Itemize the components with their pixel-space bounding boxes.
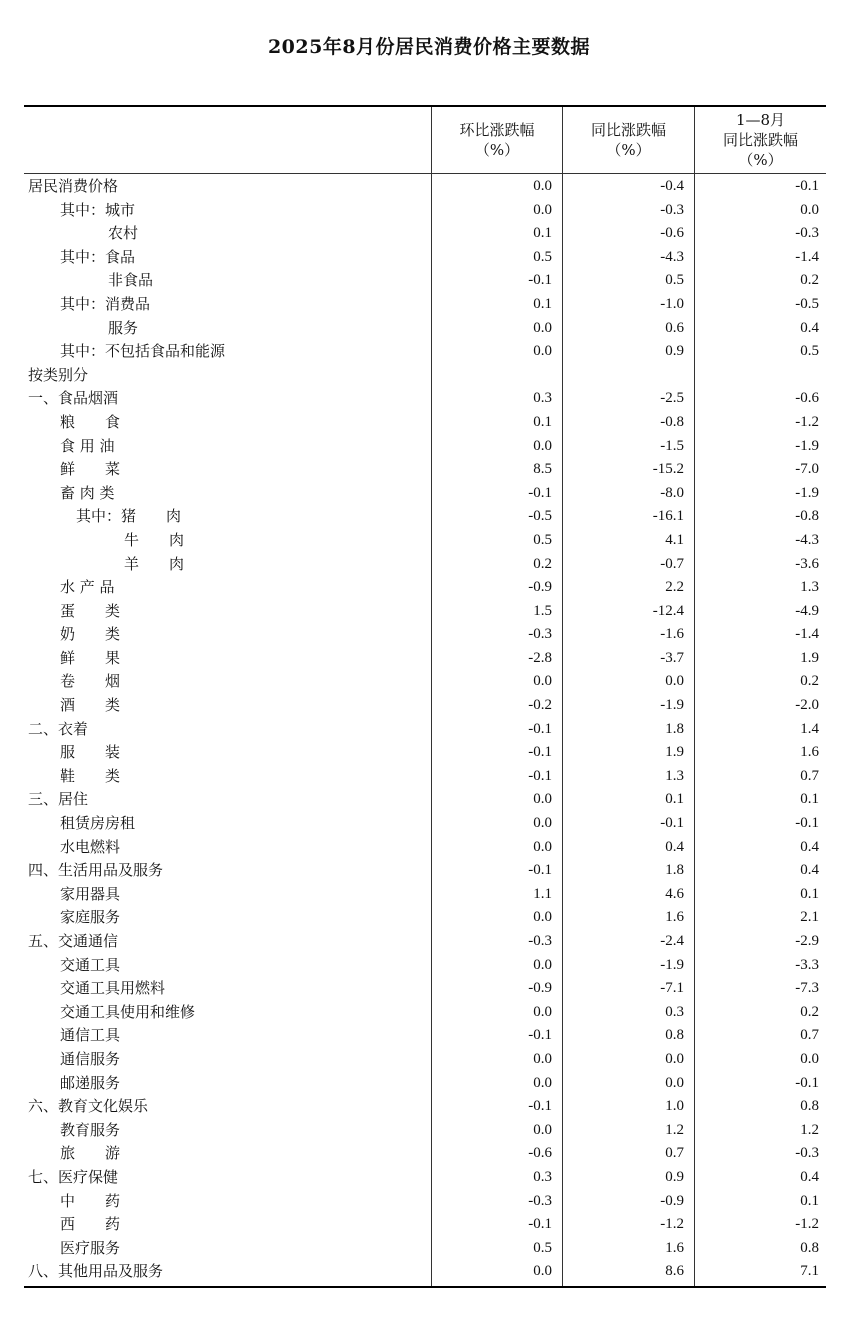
- cell-yoy: -12.4: [652, 602, 684, 619]
- cell-yoy: -0.6: [660, 225, 684, 242]
- row-label: 中 药: [60, 1191, 121, 1210]
- cell-yoy: 1.9: [665, 744, 684, 761]
- cell-ytd: -0.3: [795, 1145, 819, 1162]
- cell-yoy: -7.1: [660, 980, 684, 997]
- cell-mom: 0.0: [533, 956, 552, 973]
- cell-yoy: -1.9: [660, 697, 684, 714]
- cell-mom: 0.0: [533, 319, 552, 336]
- row-label: 医疗服务: [60, 1238, 121, 1257]
- table-row: [24, 387, 826, 411]
- table-row: [24, 482, 826, 506]
- cell-mom: 0.2: [533, 555, 552, 572]
- cell-yoy: -1.2: [660, 1216, 684, 1233]
- table-row: [24, 529, 826, 553]
- header-yoy-line1: 同比涨跌幅: [590, 121, 666, 139]
- row-label: 四、生活用品及服务: [28, 861, 164, 880]
- row-label: 五、交通通信: [28, 932, 119, 950]
- row-label: 其中：食品: [60, 247, 136, 266]
- table-row: [24, 364, 826, 388]
- table-row: [24, 977, 826, 1001]
- cell-yoy: -1.5: [660, 437, 684, 454]
- table-row: [24, 1237, 826, 1261]
- row-label: 交通工具: [60, 955, 121, 974]
- row-label: 家用器具: [60, 884, 121, 903]
- row-label: 鲜 菜: [60, 460, 121, 479]
- table-row: [24, 1213, 826, 1237]
- cell-ytd: -1.4: [795, 626, 819, 643]
- table-row: [24, 788, 826, 812]
- row-label: 邮递服务: [60, 1073, 121, 1092]
- cell-yoy: 4.6: [665, 885, 684, 902]
- row-label: 租赁房房租: [60, 814, 136, 833]
- row-label: 其中：城市: [60, 200, 136, 219]
- table-row: [24, 435, 826, 459]
- row-label: 西 药: [60, 1215, 121, 1234]
- table-row: [24, 812, 826, 836]
- cell-ytd: 0.4: [800, 862, 819, 879]
- cell-mom: -0.9: [528, 980, 552, 997]
- table-row: [24, 694, 826, 718]
- row-label: 水电燃料: [60, 837, 121, 856]
- cell-mom: 0.1: [533, 295, 552, 312]
- row-label: 其中：不包括食品和能源: [60, 342, 226, 361]
- row-label: 通信工具: [60, 1026, 121, 1045]
- header-ytd: [695, 107, 826, 173]
- table-row: [24, 505, 826, 529]
- cell-ytd: -3.6: [795, 555, 819, 572]
- row-label: 奶 类: [60, 625, 121, 644]
- table-body: [24, 174, 826, 1286]
- cell-mom: -0.9: [528, 579, 552, 596]
- cell-yoy: -16.1: [652, 508, 684, 525]
- cell-mom: 0.0: [533, 1074, 552, 1091]
- cell-mom: -0.1: [528, 862, 552, 879]
- cell-mom: 0.0: [533, 1050, 552, 1067]
- table-row: [24, 1024, 826, 1048]
- cell-ytd: 0.7: [800, 767, 819, 784]
- table-row: [24, 647, 826, 671]
- header-ytd-line2: 同比涨跌幅: [722, 131, 798, 149]
- cell-ytd: 0.2: [800, 1003, 819, 1020]
- table-row: [24, 317, 826, 341]
- cell-ytd: -7.0: [795, 461, 819, 478]
- cell-yoy: 0.0: [665, 1074, 684, 1091]
- cell-ytd: -2.0: [795, 697, 819, 714]
- cell-ytd: 1.9: [800, 649, 819, 666]
- cell-mom: 0.0: [533, 791, 552, 808]
- table-row: [24, 765, 826, 789]
- row-label: 服 装: [60, 743, 121, 762]
- table-row: [24, 1095, 826, 1119]
- cell-ytd: 7.1: [800, 1263, 819, 1280]
- cell-yoy: -4.3: [660, 248, 684, 265]
- cell-mom: -0.1: [528, 744, 552, 761]
- row-label: 非食品: [108, 271, 154, 290]
- cell-ytd: -3.3: [795, 956, 819, 973]
- cell-yoy: -0.3: [660, 201, 684, 218]
- cell-ytd: 0.1: [800, 1192, 819, 1209]
- table-row: [24, 553, 826, 577]
- cell-yoy: 0.8: [665, 1027, 684, 1044]
- cell-ytd: 0.8: [800, 1239, 819, 1256]
- row-label: 水 产 品: [60, 578, 115, 597]
- table-row: [24, 1190, 826, 1214]
- row-label: 家庭服务: [60, 908, 121, 927]
- cell-ytd: 0.8: [800, 1098, 819, 1115]
- table-row: [24, 199, 826, 223]
- cell-mom: 0.5: [533, 531, 552, 548]
- cell-ytd: -0.1: [795, 1074, 819, 1091]
- table-row: [24, 293, 826, 317]
- row-label: 旅 游: [60, 1144, 121, 1163]
- row-label: 教育服务: [60, 1120, 121, 1139]
- cell-yoy: 1.2: [665, 1121, 684, 1138]
- cell-mom: 0.0: [533, 909, 552, 926]
- table-header: [24, 107, 826, 174]
- table-row: [24, 340, 826, 364]
- row-label: 鞋 类: [60, 766, 121, 785]
- table-row: [24, 836, 826, 860]
- table-row: [24, 246, 826, 270]
- cell-mom: 0.5: [533, 1239, 552, 1256]
- cell-mom: 8.5: [533, 461, 552, 478]
- cell-mom: 1.5: [533, 602, 552, 619]
- table-row: [24, 883, 826, 907]
- row-label: 酒 类: [60, 696, 121, 715]
- cell-yoy: -0.1: [660, 815, 684, 832]
- cell-mom: 0.0: [533, 838, 552, 855]
- cell-ytd: -1.4: [795, 248, 819, 265]
- table-row: [24, 1048, 826, 1072]
- table-row: [24, 1119, 826, 1143]
- table-row: [24, 623, 826, 647]
- row-label: 牛 肉: [124, 530, 185, 549]
- cell-mom: 0.1: [533, 413, 552, 430]
- row-label: 食 用 油: [60, 436, 115, 455]
- cell-mom: -0.3: [528, 1192, 552, 1209]
- cell-mom: -0.3: [528, 933, 552, 949]
- cell-yoy: 0.1: [665, 791, 684, 808]
- table-row: [24, 741, 826, 765]
- cell-mom: 0.0: [533, 178, 552, 194]
- table-row: [24, 1260, 826, 1284]
- cell-mom: -0.1: [528, 720, 552, 737]
- table-row: [24, 930, 826, 954]
- cell-mom: 0.1: [533, 225, 552, 242]
- cell-mom: 0.0: [533, 815, 552, 832]
- table-row: [24, 859, 826, 883]
- cell-ytd: -4.9: [795, 602, 819, 619]
- row-label: 按类别分: [28, 365, 89, 384]
- table-row: [24, 1166, 826, 1190]
- cell-ytd: 0.4: [800, 1168, 819, 1185]
- cell-yoy: 1.8: [665, 862, 684, 879]
- cell-ytd: 0.7: [800, 1027, 819, 1044]
- row-label: 其中：消费品: [60, 294, 151, 313]
- cell-mom: -0.1: [528, 1027, 552, 1044]
- cell-mom: 0.0: [533, 437, 552, 454]
- cell-ytd: 1.3: [800, 579, 819, 596]
- row-label: 居民消费价格: [28, 177, 119, 195]
- cell-yoy: -15.2: [652, 461, 684, 478]
- header-ytd-line3: （%）: [738, 151, 783, 169]
- table-row: [24, 718, 826, 742]
- row-label: 三、居住: [28, 790, 89, 809]
- cell-ytd: -0.5: [795, 295, 819, 312]
- cell-mom: -0.1: [528, 484, 552, 501]
- table-row: [24, 906, 826, 930]
- header-mom-line2: （%）: [474, 141, 520, 159]
- table-row: [24, 1001, 826, 1025]
- cell-ytd: -0.1: [795, 815, 819, 832]
- cell-ytd: 1.2: [800, 1121, 819, 1138]
- cell-yoy: -0.8: [660, 413, 684, 430]
- cell-ytd: -1.2: [795, 413, 819, 430]
- cell-ytd: -4.3: [795, 531, 819, 548]
- header-mom-line1: 环比涨跌幅: [459, 121, 535, 139]
- cell-yoy: 2.2: [665, 579, 684, 596]
- cell-yoy: -8.0: [660, 484, 684, 501]
- cell-mom: -0.1: [528, 1216, 552, 1233]
- cell-mom: -0.3: [528, 626, 552, 643]
- cell-mom: 0.5: [533, 248, 552, 265]
- cell-ytd: -0.1: [795, 178, 819, 194]
- cell-yoy: 0.3: [665, 1003, 684, 1020]
- table-row: [24, 1142, 826, 1166]
- table-row: [24, 411, 826, 435]
- cell-ytd: 0.2: [800, 272, 819, 289]
- row-label: 畜 肉 类: [60, 483, 115, 502]
- row-label: 卷 烟: [60, 672, 121, 691]
- cell-yoy: 0.6: [665, 319, 684, 336]
- cell-yoy: 4.1: [665, 531, 684, 548]
- row-label: 八、其他用品及服务: [28, 1262, 164, 1281]
- cell-yoy: -0.4: [660, 178, 684, 194]
- cell-mom: 0.0: [533, 343, 552, 360]
- row-label: 羊 肉: [124, 554, 185, 573]
- row-label: 六、教育文化娱乐: [28, 1097, 149, 1116]
- cell-mom: 0.0: [533, 673, 552, 690]
- row-label: 七、医疗保健: [28, 1167, 119, 1186]
- cell-yoy: 0.5: [665, 272, 684, 289]
- cell-ytd: -1.2: [795, 1216, 819, 1233]
- cell-ytd: 0.2: [800, 673, 819, 690]
- cell-mom: 0.3: [533, 390, 552, 407]
- cell-yoy: 1.8: [665, 720, 684, 737]
- cell-ytd: -7.3: [795, 980, 819, 997]
- cell-mom: 0.0: [533, 1121, 552, 1138]
- row-label: 交通工具用燃料: [60, 979, 166, 998]
- cell-yoy: -2.5: [660, 390, 684, 407]
- cell-mom: 0.0: [533, 1263, 552, 1280]
- cell-yoy: -2.4: [660, 933, 684, 949]
- table-row: [24, 576, 826, 600]
- row-label: 鲜 果: [60, 648, 121, 667]
- cell-yoy: -0.7: [660, 555, 684, 572]
- cell-ytd: -0.3: [795, 225, 819, 242]
- row-label: 服务: [108, 318, 139, 337]
- cell-ytd: -0.8: [795, 508, 819, 525]
- table-row: [24, 175, 826, 199]
- cell-ytd: 0.5: [800, 343, 819, 360]
- header-yoy-line2: （%）: [606, 141, 651, 159]
- table-row: [24, 1072, 826, 1096]
- row-label: 通信服务: [60, 1049, 121, 1068]
- cell-ytd: -0.6: [795, 390, 819, 407]
- cell-yoy: 0.4: [665, 838, 684, 855]
- table-row: [24, 670, 826, 694]
- cell-ytd: 0.4: [800, 838, 819, 855]
- cell-ytd: 0.4: [800, 319, 819, 336]
- page-title: 2025年8月份居民消费价格主要数据: [267, 36, 591, 58]
- cell-ytd: 0.1: [800, 885, 819, 902]
- cell-ytd: 0.0: [800, 201, 819, 218]
- cell-yoy: 1.6: [665, 909, 684, 926]
- cell-mom: -0.1: [528, 1098, 552, 1115]
- cell-yoy: 0.9: [665, 343, 684, 360]
- cell-ytd: 1.6: [800, 744, 819, 761]
- cell-yoy: 1.3: [665, 767, 684, 784]
- cell-mom: 1.1: [533, 885, 552, 902]
- cell-yoy: -1.6: [660, 626, 684, 643]
- cell-mom: 0.3: [533, 1168, 552, 1185]
- cell-ytd: -1.9: [795, 484, 819, 501]
- header-yoy: [563, 107, 694, 173]
- cell-mom: -0.1: [528, 272, 552, 289]
- cell-mom: -0.2: [528, 697, 552, 714]
- cell-yoy: -1.0: [660, 295, 684, 312]
- table-row: [24, 458, 826, 482]
- cell-yoy: -0.9: [660, 1192, 684, 1209]
- table-row: [24, 954, 826, 978]
- row-label: 交通工具使用和维修: [60, 1002, 196, 1021]
- cell-ytd: 2.1: [800, 909, 819, 926]
- row-label: 一、食品烟酒: [28, 389, 119, 408]
- cell-ytd: -2.9: [795, 933, 819, 949]
- cell-yoy: 0.9: [665, 1168, 684, 1185]
- cell-mom: -0.6: [528, 1145, 552, 1162]
- cell-yoy: 0.0: [665, 1050, 684, 1067]
- cell-yoy: 1.6: [665, 1239, 684, 1256]
- row-label: 二、衣着: [28, 719, 89, 738]
- cell-mom: -2.8: [528, 649, 552, 666]
- cell-ytd: 0.1: [800, 791, 819, 808]
- cell-yoy: 0.0: [665, 673, 684, 690]
- header-mom: [432, 107, 562, 173]
- cell-ytd: -1.9: [795, 437, 819, 454]
- row-label: 粮 食: [60, 412, 121, 431]
- cell-ytd: 0.0: [800, 1050, 819, 1067]
- cell-yoy: 1.0: [665, 1098, 684, 1115]
- cell-yoy: 0.7: [665, 1145, 684, 1162]
- table-row: [24, 222, 826, 246]
- cell-mom: -0.1: [528, 767, 552, 784]
- cell-yoy: -1.9: [660, 956, 684, 973]
- row-label: 农村: [108, 224, 139, 243]
- header-ytd-line1: 1—8月: [735, 111, 786, 129]
- cpi-table: [24, 105, 826, 1288]
- cell-yoy: -3.7: [660, 649, 684, 666]
- row-label: 其中：猪 肉: [76, 507, 182, 526]
- cell-mom: 0.0: [533, 1003, 552, 1020]
- cell-yoy: 8.6: [665, 1263, 684, 1280]
- table-row: [24, 269, 826, 293]
- cell-mom: 0.0: [533, 201, 552, 218]
- row-label: 蛋 类: [60, 601, 121, 620]
- cell-mom: -0.5: [528, 508, 552, 525]
- table-row: [24, 600, 826, 624]
- cell-ytd: 1.4: [800, 720, 819, 737]
